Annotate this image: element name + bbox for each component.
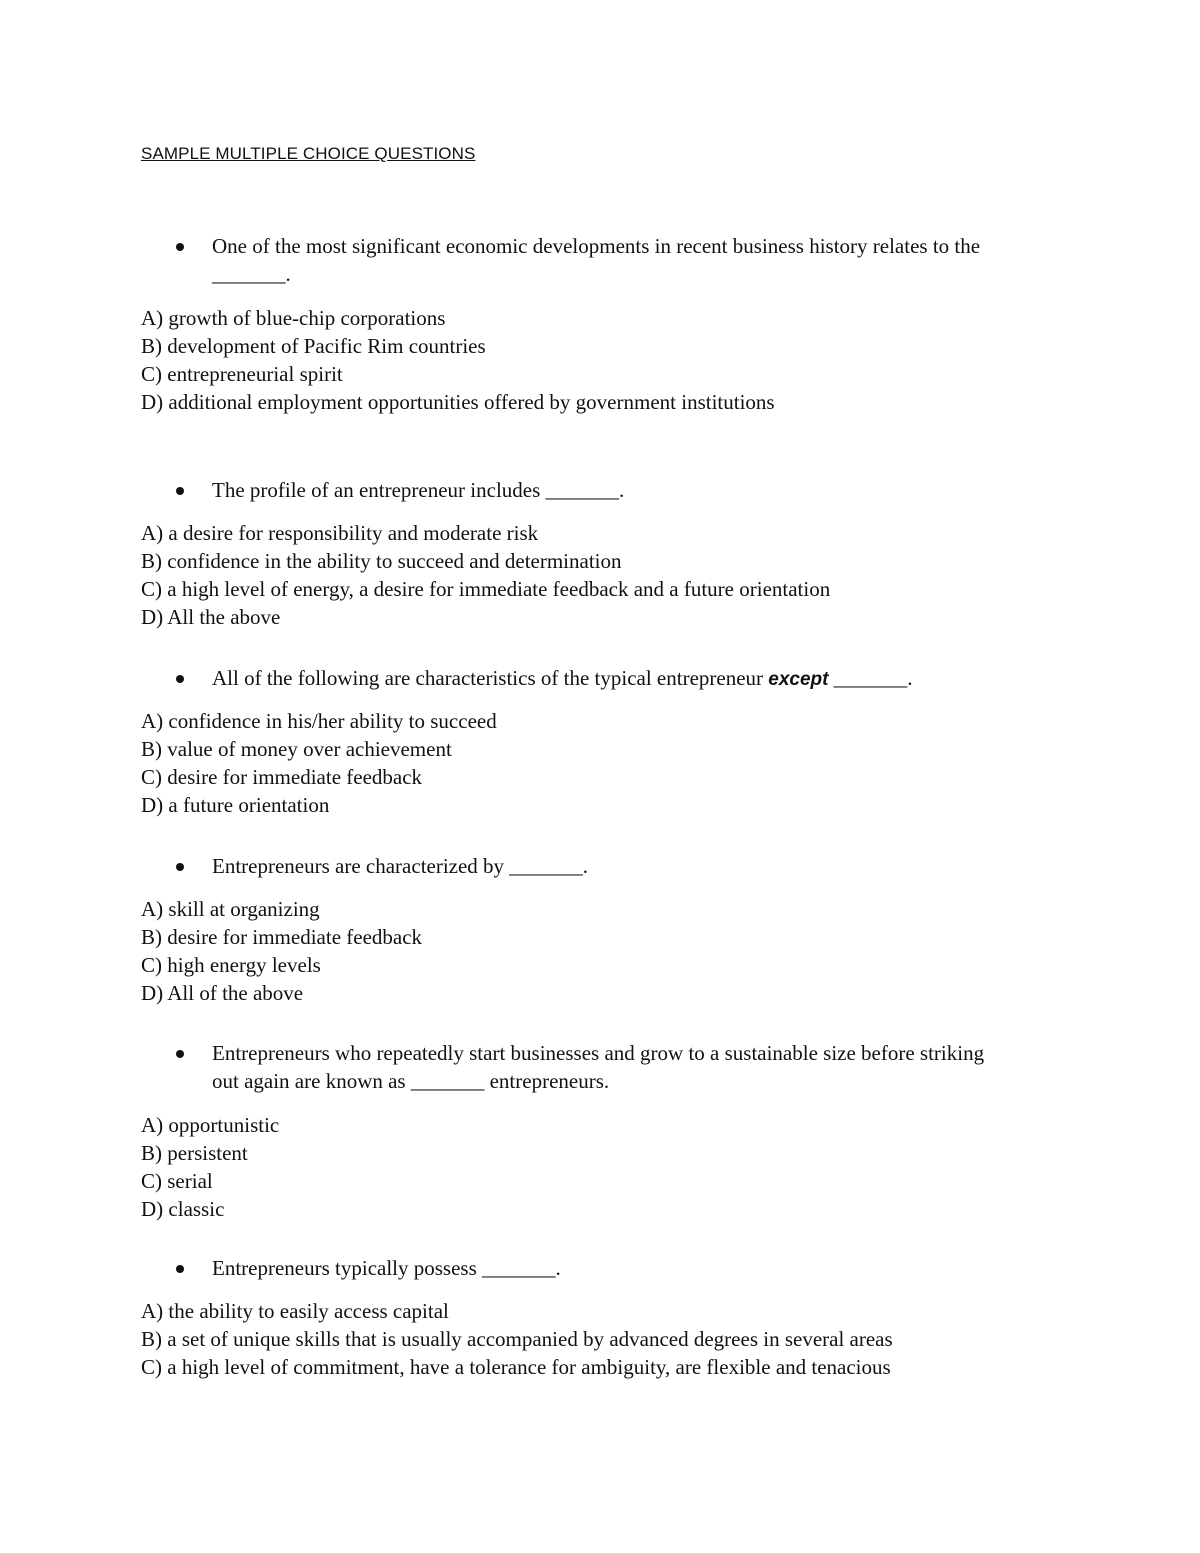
option-b: B) development of Pacific Rim countries [141,334,486,358]
option-b: B) persistent [141,1141,248,1165]
option-d: D) additional employment opportunities offered by government institutions [141,390,775,414]
option-a: A) growth of blue-chip corporations [141,306,446,330]
option-d: D) All the above [141,605,281,629]
option-c: C) a high level of commitment, have a tolerance for ambiguity, are flexible and tenacious [141,1355,891,1379]
options-list-3 [141,707,1041,819]
bullet-icon [176,487,184,495]
question-text: Entrepreneurs typically possess _______. [212,1256,561,1280]
option-a: A) opportunistic [141,1113,280,1137]
question-text: Entrepreneurs who repeatedly start businesses and grow to a sustainable size before striking out again are known as _______ entrepreneurs. [212,1041,985,1093]
options-list-2 [141,519,1041,631]
question-text-start: All of the following are characteristics of the typical entrepreneur [212,666,769,690]
emphasis-except: except [768,669,829,690]
bullet-icon [176,1265,184,1273]
option-c: C) serial [141,1169,213,1193]
option-c: C) desire for immediate feedback [141,765,423,789]
bullet-icon [176,243,184,251]
option-a: A) the ability to easily access capital [141,1299,449,1323]
option-b: B) a set of unique skills that is usually accompanied by advanced degrees in several areas [141,1327,893,1351]
options-list-1 [141,304,1041,416]
option-c: C) entrepreneurial spirit [141,362,343,386]
bullet-icon [176,675,184,683]
option-a: A) confidence in his/her ability to succeed [141,709,497,733]
question-text-end: _______. [828,666,913,690]
question-text: One of the most significant economic developments in recent business history relates to the _______. [212,234,981,286]
option-d: D) All of the above [141,981,304,1005]
option-c: C) high energy levels [141,953,321,977]
options-list-4 [141,895,1041,1007]
options-list-5 [141,1111,1041,1223]
option-a: A) skill at organizing [141,897,320,921]
option-b: B) value of money over achievement [141,737,452,761]
option-b: B) confidence in the ability to succeed and determination [141,549,622,573]
page-title: SAMPLE MULTIPLE CHOICE QUESTIONS [141,144,476,163]
option-c: C) a high level of energy, a desire for immediate feedback and a future orientation [141,577,831,601]
question-text: The profile of an entrepreneur includes _______. [212,478,625,502]
question-text: Entrepreneurs are characterized by _______. [212,854,589,878]
bullet-icon [176,1050,184,1058]
option-b: B) desire for immediate feedback [141,925,423,949]
option-d: D) a future orientation [141,793,330,817]
bullet-icon [176,863,184,871]
option-a: A) a desire for responsibility and moderate risk [141,521,539,545]
option-d: D) classic [141,1197,225,1221]
question-text [212,664,1046,694]
options-list-6 [141,1297,1041,1381]
